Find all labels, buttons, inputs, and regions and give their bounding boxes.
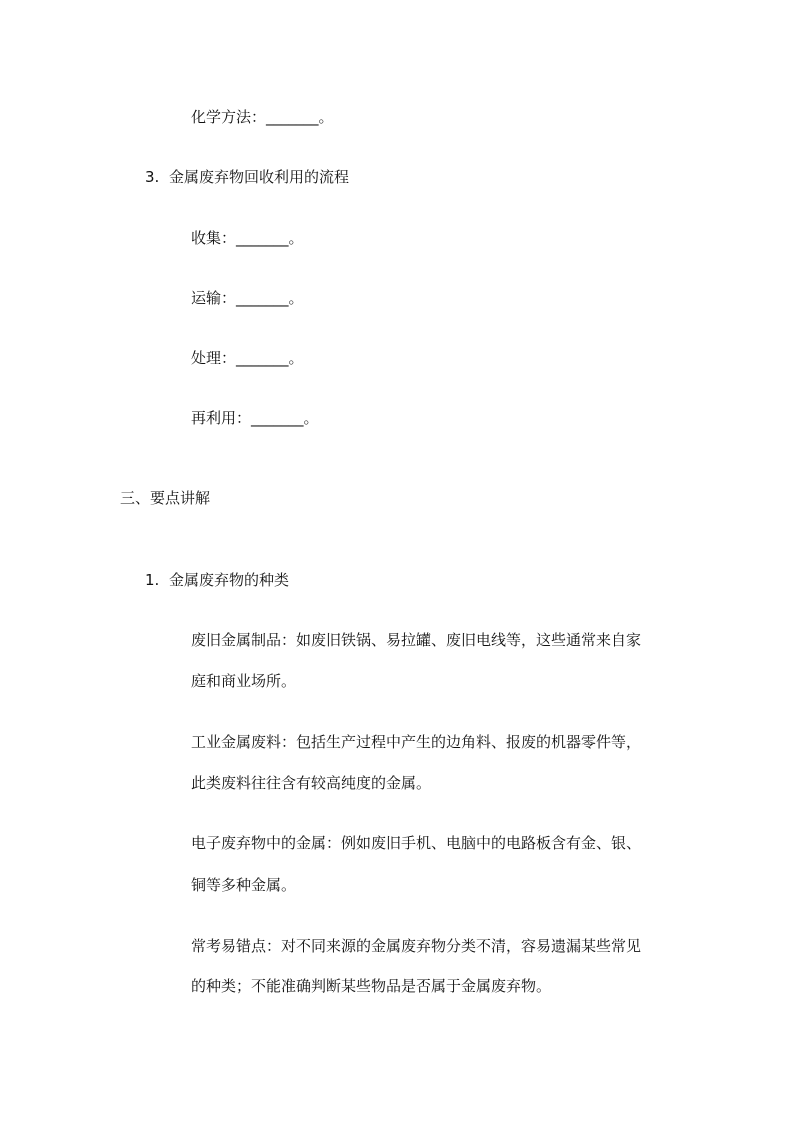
section-heading: 三、要点讲解	[120, 489, 211, 507]
paragraph-line: 庭和商业场所。	[191, 672, 297, 690]
paragraph-line: 铜等多种金属。	[191, 876, 297, 894]
paragraph-line: 废旧金属制品：如废旧铁锅、易拉罐、废旧电线等，这些通常来自家	[191, 631, 642, 649]
list-number: 1.	[145, 571, 160, 589]
paragraph-line: 工业金属废料：包括生产过程中产生的边角料、报废的机器零件等，	[191, 733, 642, 751]
step-transport: 运输：_______。	[191, 289, 304, 307]
paragraph-line: 的种类；不能准确判断某些物品是否属于金属废弃物。	[191, 977, 552, 995]
chemical-method-line: 化学方法：_______。	[191, 108, 334, 126]
step-collect: 收集：_______。	[191, 229, 304, 247]
step-reuse: 再利用：_______。	[191, 409, 319, 427]
list-item-title: 金属废弃物回收利用的流程	[169, 168, 350, 186]
paragraph-line: 此类废料往往含有较高纯度的金属。	[191, 774, 432, 792]
paragraph-line: 电子废弃物中的金属：例如废旧手机、电脑中的电路板含有金、银、	[191, 834, 642, 852]
list-number: 3.	[145, 168, 160, 186]
paragraph-line: 常考易错点：对不同来源的金属废弃物分类不清，容易遗漏某些常见	[191, 937, 642, 955]
list-item-1-heading	[145, 570, 289, 590]
list-item-title: 金属废弃物的种类	[169, 571, 290, 589]
step-process: 处理：_______。	[191, 349, 304, 367]
list-item-3-heading	[145, 167, 349, 187]
